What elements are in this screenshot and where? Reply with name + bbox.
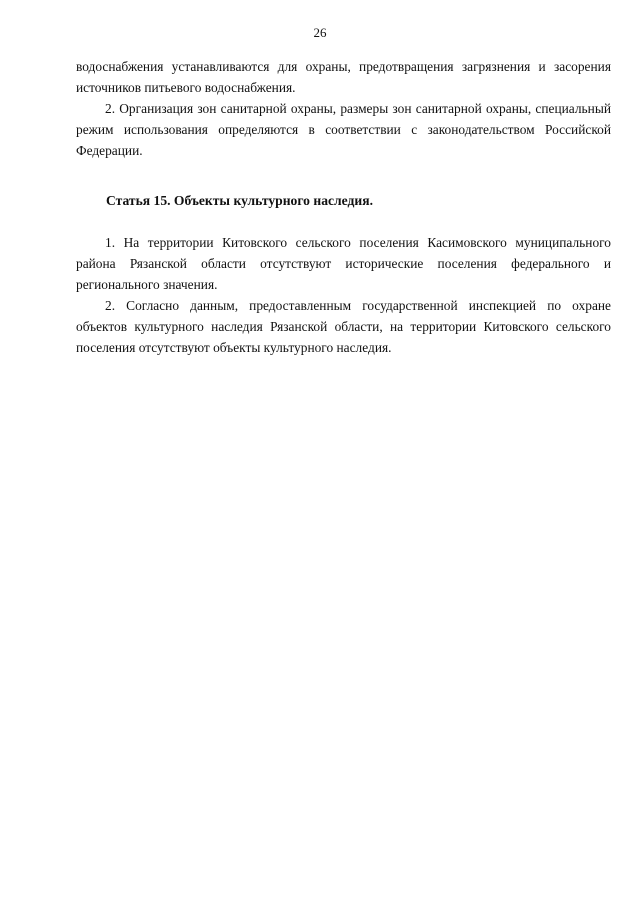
article-15-heading: Статья 15. Объекты культурного наследия. xyxy=(106,193,373,208)
paragraph-cultural-heritage: 2. Согласно данным, предоставленным государственной инспекцией по охране объектов культурного наследия Рязанской области, на территории Китовского сельского поселения отсутствуют объекты культурного наследия. xyxy=(76,298,611,355)
page-content xyxy=(76,56,611,358)
paragraph-continued: водоснабжения устанавливаются для охраны, предотвращения загрязнения и засорения источников питьевого водоснабжения. xyxy=(76,59,611,95)
paragraph-sanitary-zones: 2. Организация зон санитарной охраны, размеры зон санитарной охраны, специальный режим использования определяются в соответствии с законодательством Российской Федерации. xyxy=(76,101,611,158)
paragraph-historic-settlements: 1. На территории Китовского сельского поселения Касимовского муниципального района Рязанской области отсутствуют исторические поселения федерального и регионального значения. xyxy=(76,235,611,292)
page-number: 26 xyxy=(313,25,327,40)
